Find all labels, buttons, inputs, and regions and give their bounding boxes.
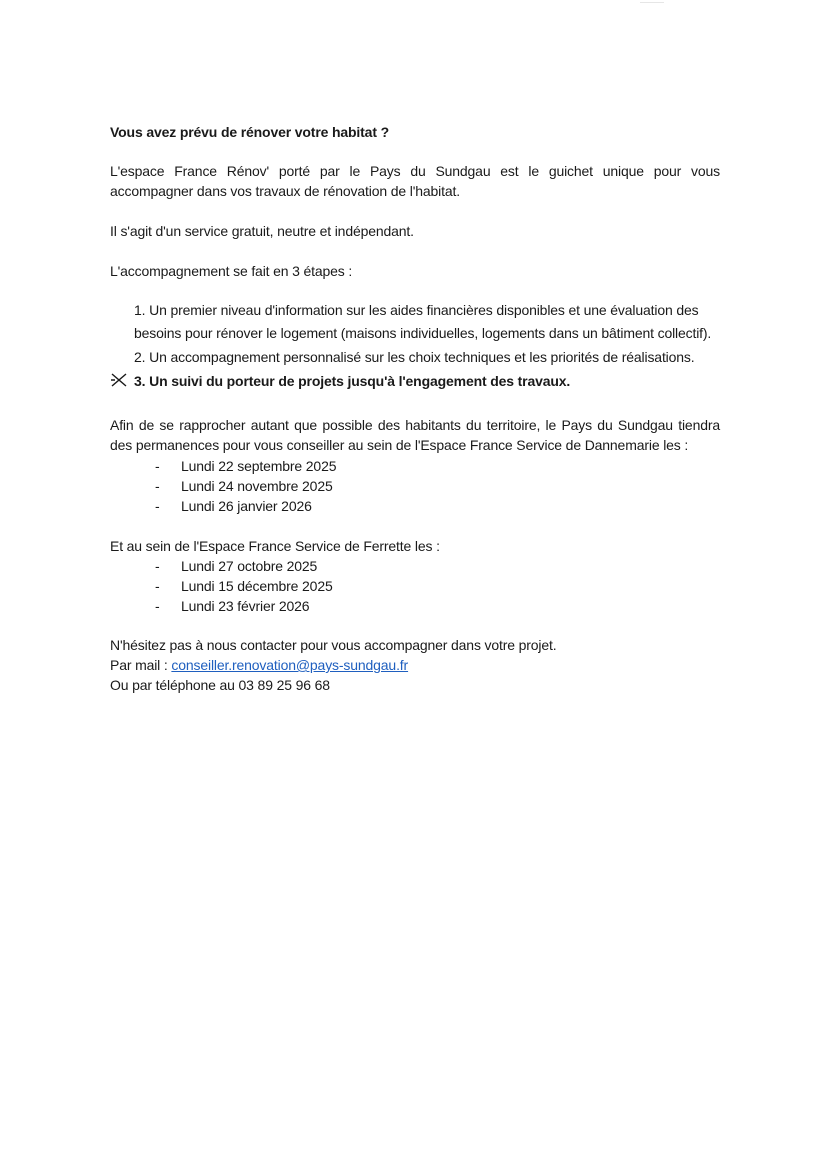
list-dash: -: [155, 458, 160, 474]
date-text: Lundi 15 décembre 2025: [181, 578, 333, 594]
scan-artifact: [640, 2, 664, 3]
contact-block: [110, 635, 720, 695]
list-dash: -: [155, 478, 160, 494]
list-dash: -: [155, 498, 160, 514]
phone-line: Ou par téléphone au 03 89 25 96 68: [110, 677, 330, 693]
date-text: Lundi 22 septembre 2025: [181, 458, 337, 474]
permanences-paragraph: Afin de se rapprocher autant que possible des habitants du territoire, le Pays du Sundgau tiendra des permanences pour vous conseiller au sein de l'Espace France Service de Dannemarie les :: [110, 417, 720, 453]
mail-prefix: Par mail :: [110, 657, 168, 673]
contact-line: N'hésitez pas à nous contacter pour vous accompagner dans votre projet.: [110, 637, 557, 653]
step-1: 1. Un premier niveau d'information sur les aides financières disponibles et une évaluation des besoins pour rénover le logement (maisons individuelles, logements dans un bâtiment collectif).: [134, 302, 712, 341]
list-item: [155, 556, 333, 576]
date-text: Lundi 26 janvier 2026: [181, 498, 312, 514]
list-item: [155, 596, 333, 616]
list-dash: -: [155, 578, 160, 594]
list-item: [155, 456, 336, 476]
list-item: [155, 476, 336, 496]
ferrette-dates-list: [155, 556, 333, 616]
step-3: [110, 370, 720, 393]
list-item: [155, 496, 336, 516]
date-text: Lundi 27 octobre 2025: [181, 558, 318, 574]
step-2: 2. Un accompagnement personnalisé sur les choix techniques et les priorités de réalisations.: [134, 349, 695, 365]
free-service-paragraph: Il s'agit d'un service gratuit, neutre et indépendant.: [110, 223, 414, 239]
email-link[interactable]: conseiller.renovation@pays-sundgau.fr: [171, 657, 409, 673]
mail-line: [110, 655, 720, 675]
list-dash: -: [155, 558, 160, 574]
dannemarie-dates-list: [155, 456, 336, 516]
date-text: Lundi 23 février 2026: [181, 598, 310, 614]
date-text: Lundi 24 novembre 2025: [181, 478, 333, 494]
steps-intro: L'accompagnement se fait en 3 étapes :: [110, 263, 353, 279]
document-title: Vous avez prévu de rénover votre habitat ?: [110, 124, 389, 140]
intro-paragraph: L'espace France Rénov' porté par le Pays du Sundgau est le guichet unique pour vous accompagner dans vos travaux de rénovation de l'habitat.: [110, 163, 720, 199]
ferrette-intro: Et au sein de l'Espace France Service de Ferrette les :: [110, 538, 440, 554]
list-item: [155, 576, 333, 596]
list-dash: -: [155, 598, 160, 614]
step-3-text: 3. Un suivi du porteur de projets jusqu'à l'engagement des travaux.: [134, 373, 571, 389]
handwritten-cross-icon: [110, 370, 134, 393]
